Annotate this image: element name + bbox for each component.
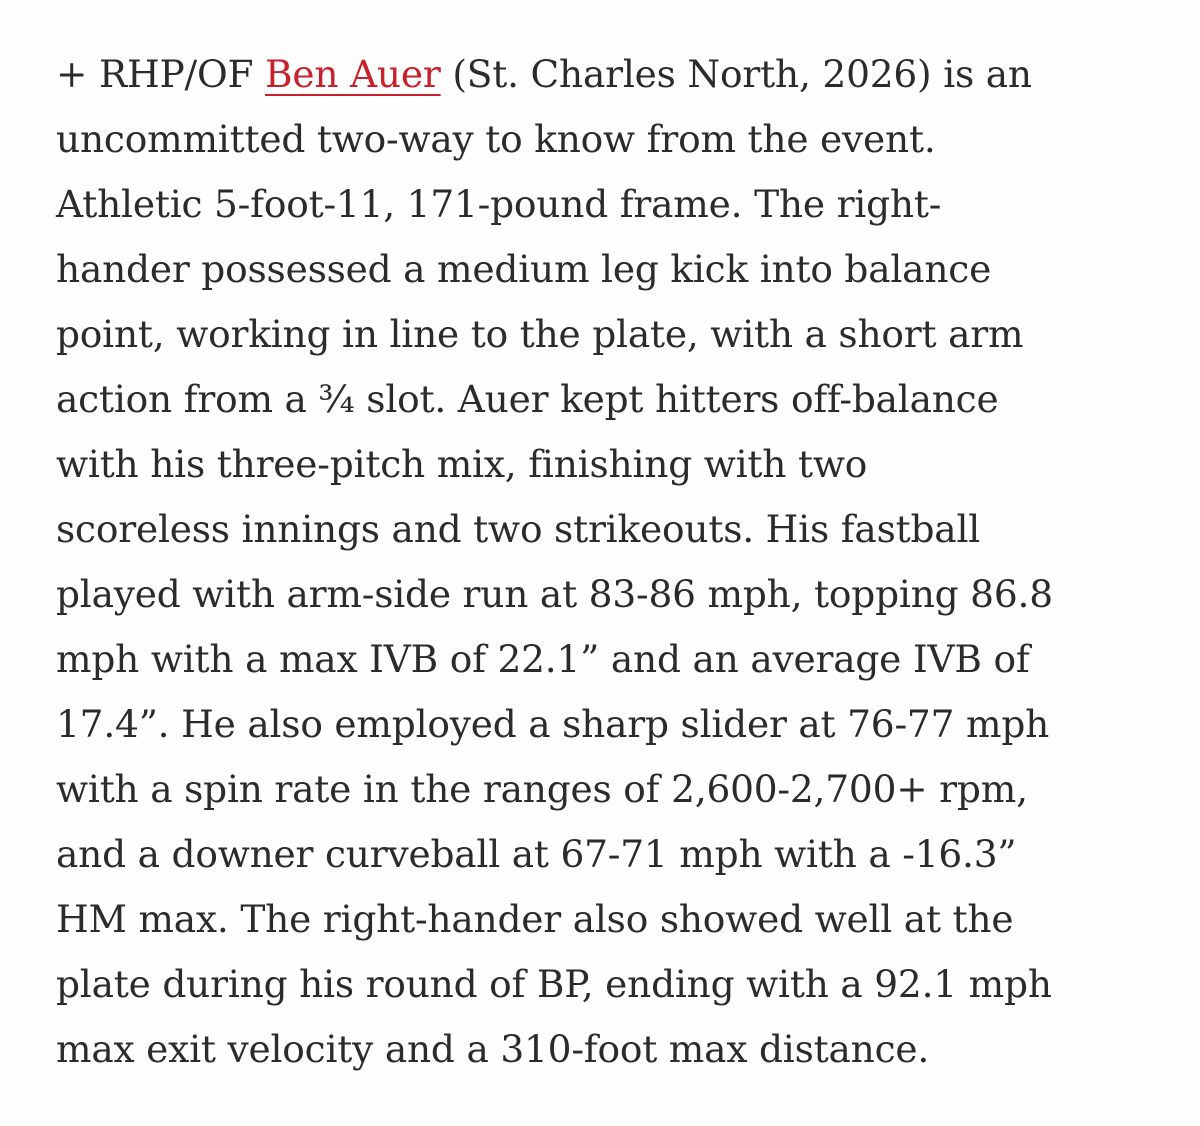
report-line-9: played with arm-side run at 83-86 mph, topping 86.8: [56, 572, 1053, 616]
report-line-5: point, working in line to the plate, with a short arm: [56, 312, 1024, 356]
player-report-paragraph: [56, 42, 1166, 1082]
report-line-14: HM max. The right-hander also showed well at the: [56, 897, 1014, 941]
report-line-7: with his three-pitch mix, finishing with two: [56, 442, 868, 486]
report-line-8: scoreless innings and two strikeouts. His fastball: [56, 507, 981, 551]
report-line-12: with a spin rate in the ranges of 2,600-2,700+ rpm,: [56, 767, 1028, 811]
report-line-2: uncommitted two-way to know from the event.: [56, 117, 936, 161]
report-line-6: action from a ¾ slot. Auer kept hitters off-balance: [56, 377, 999, 421]
report-line-10: mph with a max IVB of 22.1” and an average IVB of: [56, 637, 1030, 681]
report-school-class: (St. Charles North, 2026) is an: [440, 52, 1032, 96]
player-link-ben-auer[interactable]: Ben Auer: [265, 52, 441, 96]
report-line-13: and a downer curveball at 67-71 mph with a -16.3”: [56, 832, 1017, 876]
report-line-11: 17.4”. He also employed a sharp slider at 76-77 mph: [56, 702, 1050, 746]
report-line-16: max exit velocity and a 310-foot max distance.: [56, 1027, 930, 1071]
report-line-4: hander possessed a medium leg kick into balance: [56, 247, 992, 291]
report-line-1: [56, 42, 1166, 107]
report-line-15: plate during his round of BP, ending with a 92.1 mph: [56, 962, 1052, 1006]
report-line-3: Athletic 5-foot-11, 171-pound frame. The right-: [56, 182, 942, 226]
report-prefix: + RHP/OF: [56, 52, 266, 96]
